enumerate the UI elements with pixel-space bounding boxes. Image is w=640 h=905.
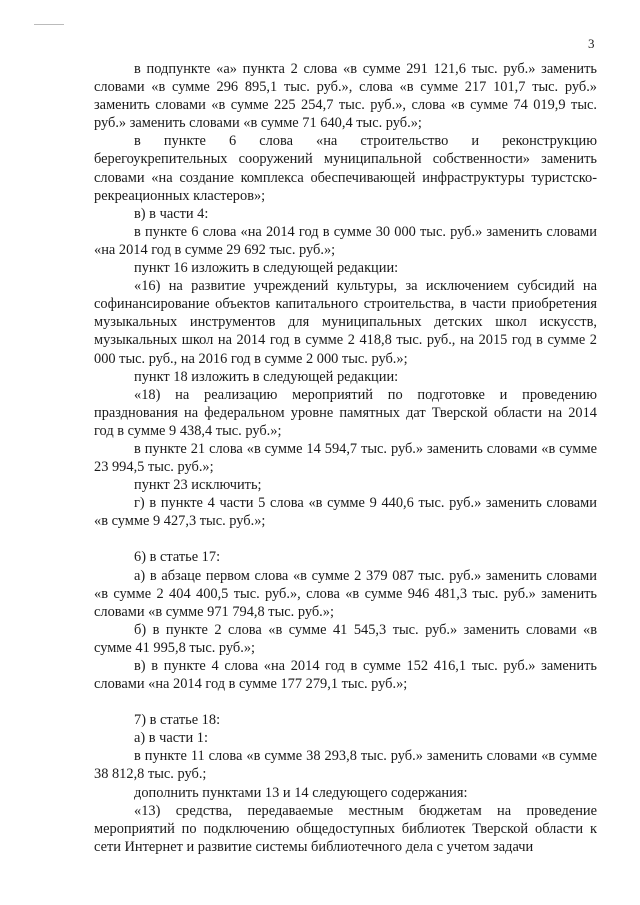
paragraph: в) в части 4: (134, 205, 209, 222)
paragraph: в) в пункте 4 слова «на 2014 год в сумме 152 416,1 тыс. руб.» заменить словами «на 2014 год в сумме 177 279,1 тыс. руб.»; (94, 658, 597, 693)
paragraph: «18) на реализацию мероприятий по подготовке и проведению празднования на федеральном уровне памятных дат Тверской области на 2014 год в сумме 9 438,4 тыс. руб.»; (94, 386, 597, 439)
paragraph: «16) на развитие учреждений культуры, за исключением субсидий на софинансирование объектов капитального строительства, в части приобретения музыкальных инструментов для муниципальных детских школ искусств, музыкальных школ на 2014 год в сумме 2 418,8 тыс. руб., на 2015 год в сумме 2 000 тыс. руб., на 2016 год в сумме 2 000 тыс. руб.»; (94, 278, 597, 367)
paragraph: б) в пункте 2 слова «в сумме 41 545,3 тыс. руб.» заменить словами «в сумме 41 995,8 тыс. руб.»; (94, 621, 597, 656)
paragraph: пункт 23 исключить; (134, 477, 262, 494)
blank-line (94, 530, 597, 548)
paragraph: дополнить пунктами 13 и 14 следующего содержания: (134, 784, 468, 801)
paragraph: пункт 16 изложить в следующей редакции: (134, 260, 399, 277)
paragraph: пункт 18 изложить в следующей редакции: (134, 368, 399, 385)
paragraph: а) в части 1: (134, 730, 208, 747)
paragraph: г) в пункте 4 части 5 слова «в сумме 9 440,6 тыс. руб.» заменить словами «в сумме 9 427,3 тыс. руб.»; (94, 495, 597, 530)
section-heading: 7) в статье 18: (134, 712, 221, 729)
document-body (94, 60, 597, 856)
page-number: 3 (588, 36, 595, 51)
paragraph: в подпункте «а» пункта 2 слова «в сумме 291 121,6 тыс. руб.» заменить словами «в сумме 296 895,1 тыс. руб.», слова «в сумме 217 101,7 тыс. руб.» заменить словами «в сумме 225 254,7 тыс. руб.», слова «в сумме 74 019,9 тыс. руб.» заменить словами «в сумме 71 640,4 тыс. руб.»; (94, 61, 597, 132)
paragraph: а) в абзаце первом слова «в сумме 2 379 087 тыс. руб.» заменить словами «в сумме 2 404 400,5 тыс. руб.», слова «в сумме 946 481,3 тыс. руб.» заменить словами «в сумме 971 794,8 тыс. руб.»; (94, 567, 597, 620)
section-heading: 6) в статье 17: (134, 549, 221, 566)
paragraph: в пункте 6 слова «на 2014 год в сумме 30 000 тыс. руб.» заменить словами «на 2014 год в сумме 29 692 тыс. руб.»; (94, 223, 597, 258)
paragraph: в пункте 6 слова «на строительство и реконструкцию берегоукрепительных сооружений муниципальной собственности» заменить словами «на создание комплекса обеспечивающей инфраструктуры туристско-рекреационных кластеров»; (94, 133, 597, 204)
blank-line (94, 693, 597, 711)
paragraph: в пункте 11 слова «в сумме 38 293,8 тыс. руб.» заменить словами «в сумме 38 812,8 тыс. руб.; (94, 748, 597, 783)
paragraph: в пункте 21 слова «в сумме 14 594,7 тыс. руб.» заменить словами «в сумме 23 994,5 тыс. руб.»; (94, 440, 597, 476)
scan-artifact (34, 24, 64, 25)
paragraph: «13) средства, передаваемые местным бюджетам на проведение мероприятий по подключению общедоступных библиотек Тверской области к сети Интернет и развитие системы библиотечного дела с учетом задачи (94, 802, 597, 855)
